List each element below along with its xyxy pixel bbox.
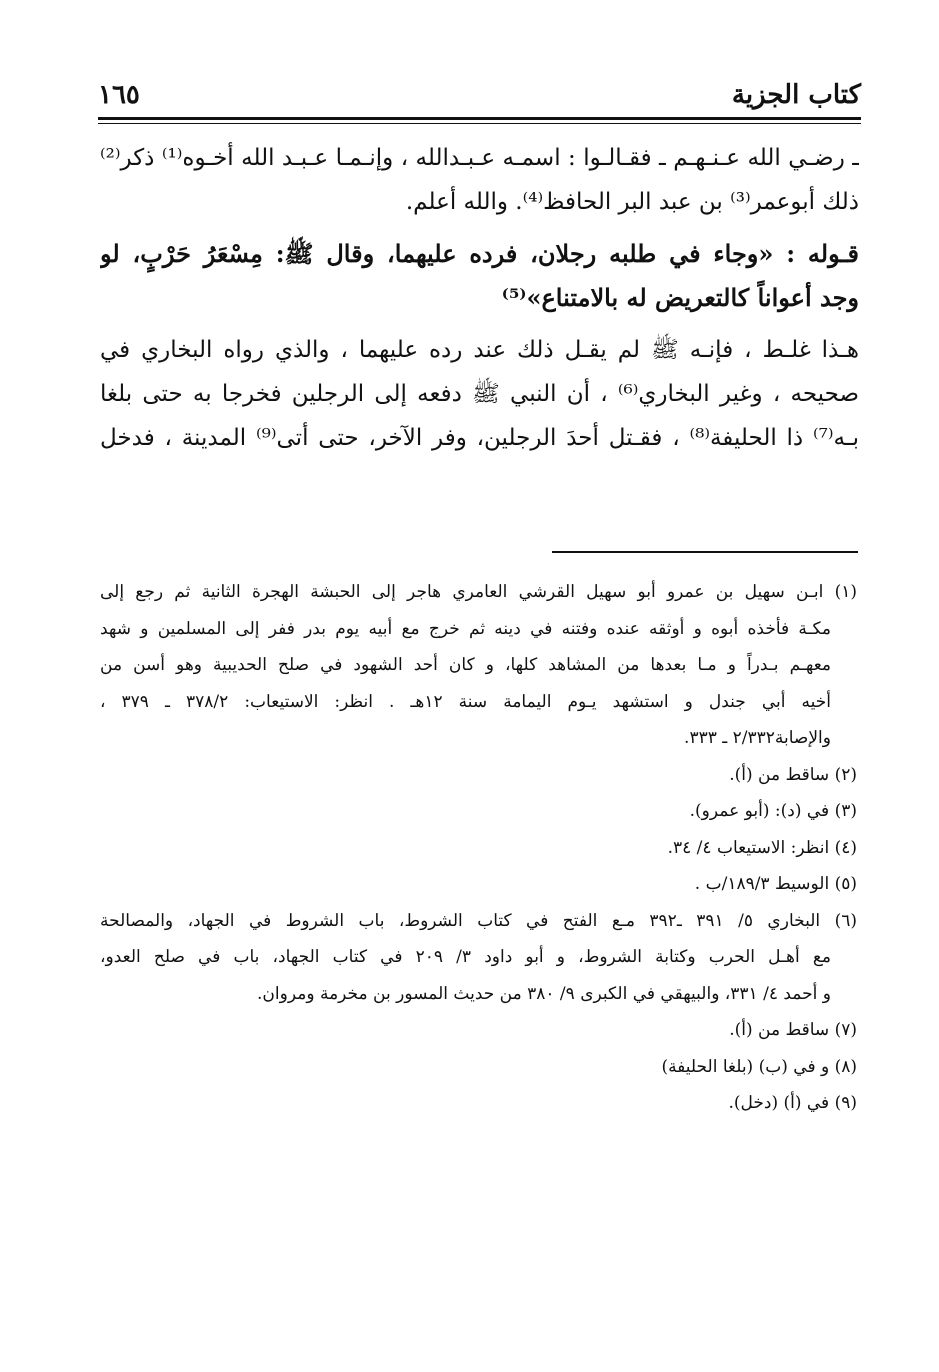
text-line: هـذا غلـط ، فإنـه ﷺ لم يقـل ذلك عند رده عليهما ، والذي رواه البخاري في <box>100 337 859 363</box>
footnotes <box>100 574 857 1122</box>
footnote-line: معهـم بـدراً و مـا بعدها من المشاهد كلها، و كان أحد الشهود في صلح الحديبية وهو أسن من <box>100 655 831 675</box>
footnote-line: (٩) في (أ) (دخل). <box>728 1093 857 1113</box>
page-number: ١٦٥ <box>98 80 140 110</box>
footnote-line: مع أهـل الحرب وكتابة الشروط، و أبو داود ٣/ ٢٠٩ في كتاب الجهاد، باب في صلح العدو، <box>100 947 831 967</box>
footnote-line: (٧) ساقط من (أ). <box>729 1020 857 1040</box>
page-header <box>98 78 861 118</box>
footnote-line: (٢) ساقط من (أ). <box>729 764 857 785</box>
footnote-line: (١) ابـن سهيل بن عمرو أبو سهيل القرشي العامري هاجر إلى الحبشة الهجرة الثانية ثم رجع إلى <box>100 582 857 602</box>
paragraph-gap <box>100 320 859 328</box>
chapter-title: كتاب الجزية <box>731 80 861 110</box>
header-rule-thick <box>98 117 861 120</box>
footnote-separator <box>552 551 858 553</box>
footnote-line: (٨) و في (ب) (بلغا الحليفة) <box>661 1056 857 1077</box>
text-line: ذلك أبوعمر⁽³⁾ بن عبد البر الحافظ⁽⁴⁾. والله أعلم. <box>405 189 859 215</box>
quoted-text-line: وجد أعواناً كالتعريض له بالامتناع»⁽⁵⁾ <box>501 283 859 312</box>
footnote-line: (٤) انظر: الاستيعاب ٤/ ٣٤. <box>667 837 857 858</box>
paragraph-gap <box>100 224 859 232</box>
text-line: صحيحه ، وغير البخاري⁽⁶⁾ ، أن النبي ﷺ دفعه إلى الرجلين فخرجا به حتى بلغا <box>100 381 859 407</box>
text-line: ـ رضـي الله عـنـهـم ـ فقـالـوا : اسمـه عـبـدالله ، وإنـمـا عـبـد الله أخـوه⁽¹⁾ ذكر⁽²⁾ <box>100 145 859 171</box>
footnote-line: (٥) الوسيط ١٨٩/٣/ب . <box>694 874 857 894</box>
footnote-line: (٦) البخاري ٥/ ٣٩١ ـ٣٩٢ مـع الفتح في كتاب الشروط، باب الشروط في الجهاد، والمصالحة <box>100 910 857 931</box>
footnote-line: والإصابة٢/٣٣٢ ـ ٣٣٣. <box>684 728 831 748</box>
main-text <box>100 136 859 460</box>
footnote-line: مكـة فأخذه أبوه و أوثقه عنده وفتنه في دينه ثم خرج مع أبيه يوم بدر ففر إلى المسلمين و شهد <box>100 618 831 639</box>
footnote-line: (٣) في (د): (أبو عمرو). <box>689 801 857 821</box>
footnote-line: و أحمد ٤/ ٣٣١، والبيهقي في الكبرى ٩/ ٣٨٠ من حديث المسور بن مخرمة ومروان. <box>257 983 831 1004</box>
quoted-text-line: قـوله : «وجاء في طلبه رجلان، فرده عليهما، وقال ﷺ: مِسْعَرُ حَرْبٍ، لو <box>100 239 859 268</box>
text-line: بـه⁽⁷⁾ ذا الحليفة⁽⁸⁾ ، فقـتل أحدَ الرجلين، وفر الآخر، حتى أتى⁽⁹⁾ المدينة ، فدخل <box>100 425 859 451</box>
header-rule-thin <box>98 123 861 124</box>
footnote-line: أخيه أبي جندل و استشهد يـوم اليمامة سنة ١٢هـ . انظر: الاستيعاب: ٣٧٨/٢ ـ ٣٧٩ ، <box>100 691 831 712</box>
